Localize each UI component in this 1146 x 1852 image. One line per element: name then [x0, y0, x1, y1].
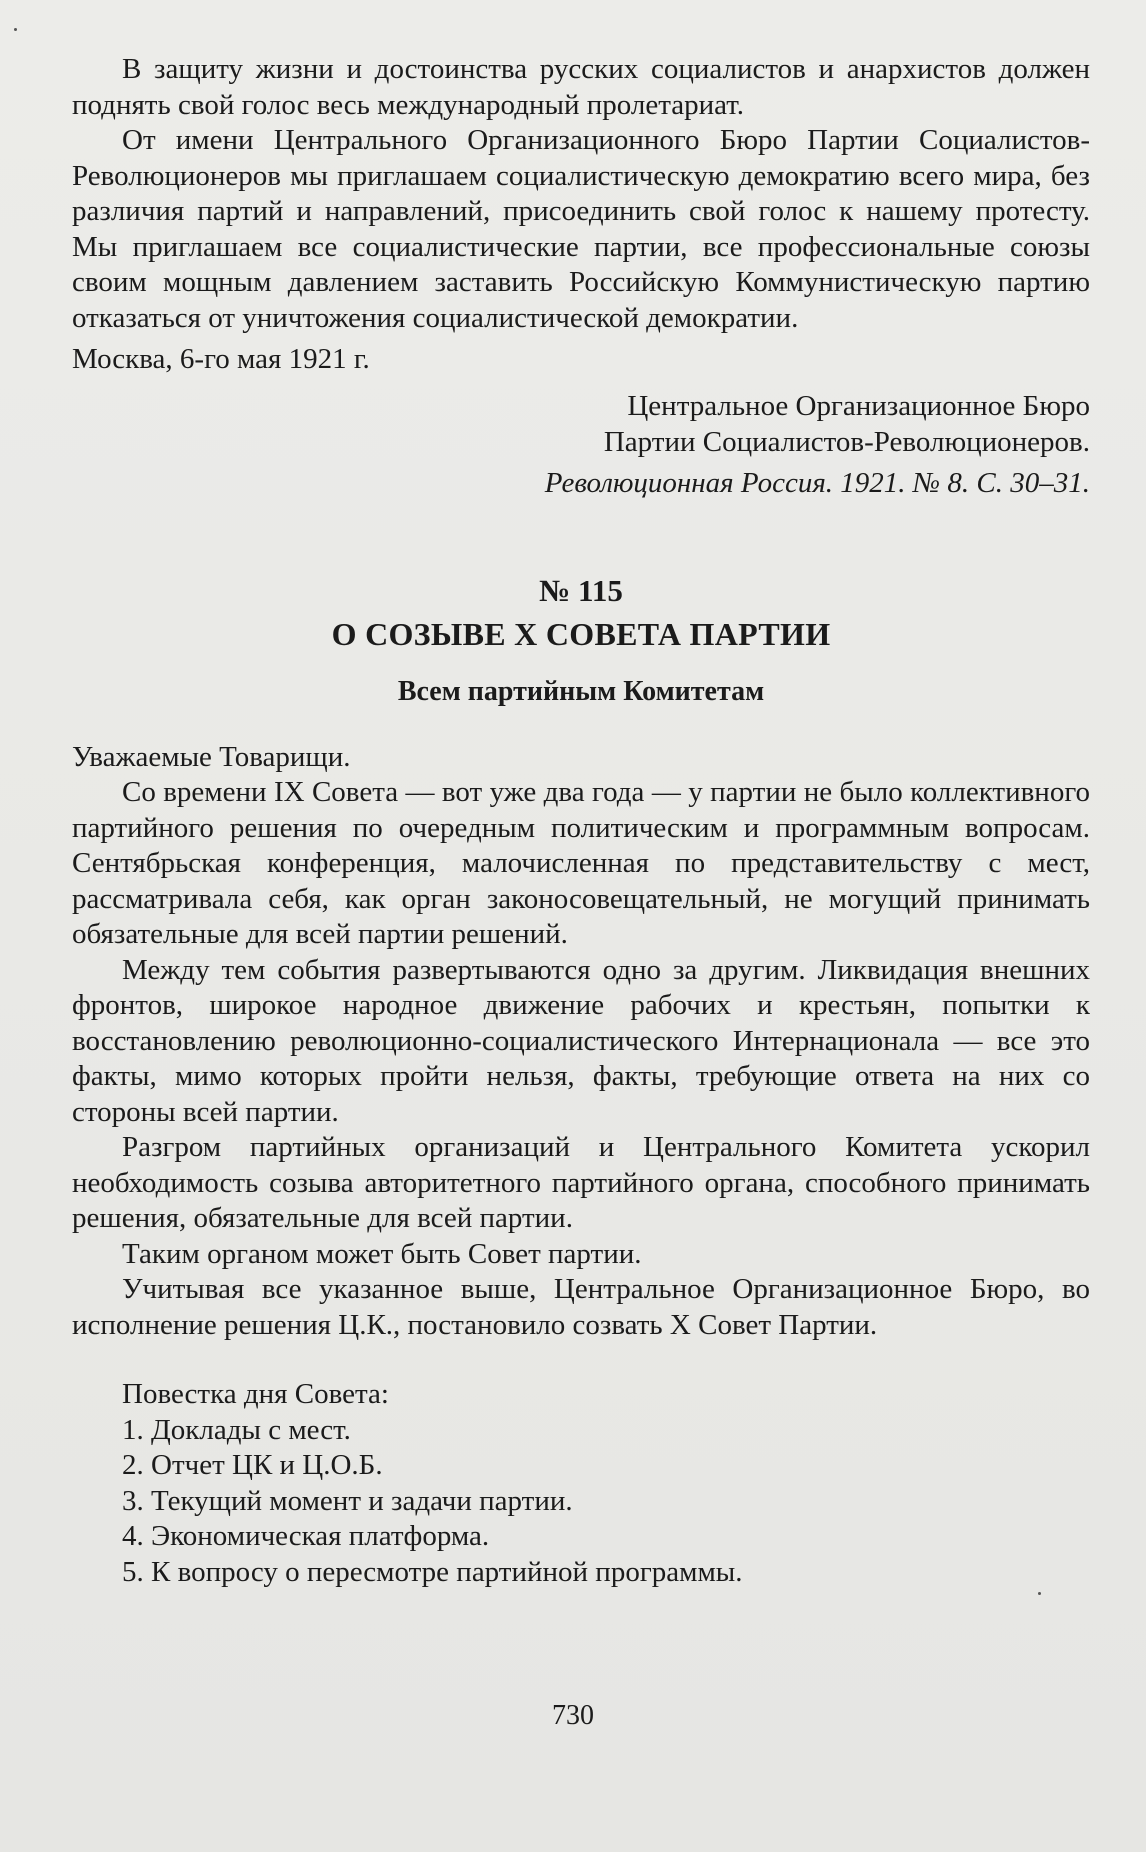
agenda-item: 5. К вопросу о пересмотре партийной программы.	[122, 1555, 743, 1588]
document-number: № 115	[539, 573, 623, 608]
signature-line: Центральное Организационное Бюро	[627, 389, 1090, 422]
paragraph: Между тем события развертываются одно за другим. Ликвидация внешних фронтов, широкое народное движение рабочих и крестьян, попытки к восстановлению революционно-социалистического Интернационала — все это факты, мимо которых пройти нельзя, факты, требующие ответа на них со стороны всей партии.	[72, 953, 1090, 1128]
agenda-heading: Повестка дня Совета:	[122, 1378, 389, 1410]
place-date: Москва, 6-го мая 1921 г.	[72, 343, 370, 375]
agenda-item: 4. Экономическая платформа.	[122, 1520, 490, 1552]
greeting: Уважаемые Товарищи.	[72, 740, 351, 773]
paragraph: Со времени IX Совета — вот уже два года — у партии не было коллективного партийного решения по очередным политическим и программным вопросам. Сентябрьская конференция, малочисленная по представительству с мест, рассматривала себя, как орган законосовещательный, не могущий принимать обязательные для всей партии решений.	[72, 776, 1090, 950]
document-title: О СОЗЫВЕ X СОВЕТА ПАРТИИ	[331, 615, 831, 652]
agenda-item: 1. Доклады с мест.	[122, 1413, 351, 1446]
page-number: 730	[552, 1700, 594, 1731]
addressee: Всем партийным Комитетам	[397, 676, 765, 707]
print-speck	[1038, 1592, 1041, 1595]
paragraph: От имени Центрального Организационного Бюро Партии Социалистов-Революционеров мы приглашаем социалистическую демократию всего мира, без различия партий и направлений, присоединить свой голос к нашему протесту. Мы приглашаем все социалистические партии, все профессиональные союзы своим мощным давлением заставить Российскую Коммунистическую партию отказаться от уничтожения социалистической демократии.	[72, 124, 1090, 334]
paragraph: Разгром партийных организаций и Центрального Комитета ускорил необходимость созыва авторитетного партийного органа, способного принимать решения, обязательные для всей партии.	[72, 1131, 1090, 1234]
paragraph: В защиту жизни и достоинства русских социалистов и анархистов должен поднять свой голос весь международный пролетариат.	[72, 53, 1090, 121]
page-text	[72, 52, 1090, 1590]
agenda-item: 3. Текущий момент и задачи партии.	[122, 1484, 573, 1517]
agenda-item: 2. Отчет ЦК и Ц.О.Б.	[122, 1449, 383, 1481]
agenda	[72, 1377, 1090, 1590]
source-citation: Революционная Россия. 1921. № 8. С. 30–31.	[544, 466, 1090, 499]
signature-line: Партии Социалистов-Революционеров.	[603, 425, 1090, 458]
paragraph: Учитывая все указанное выше, Центральное Организационное Бюро, во исполнение решения Ц.К., постановило созвать X Совет Партии.	[72, 1273, 1090, 1341]
paragraph: Таким органом может быть Совет партии.	[122, 1237, 642, 1270]
signature-block	[72, 388, 1090, 460]
print-speck	[14, 28, 17, 31]
